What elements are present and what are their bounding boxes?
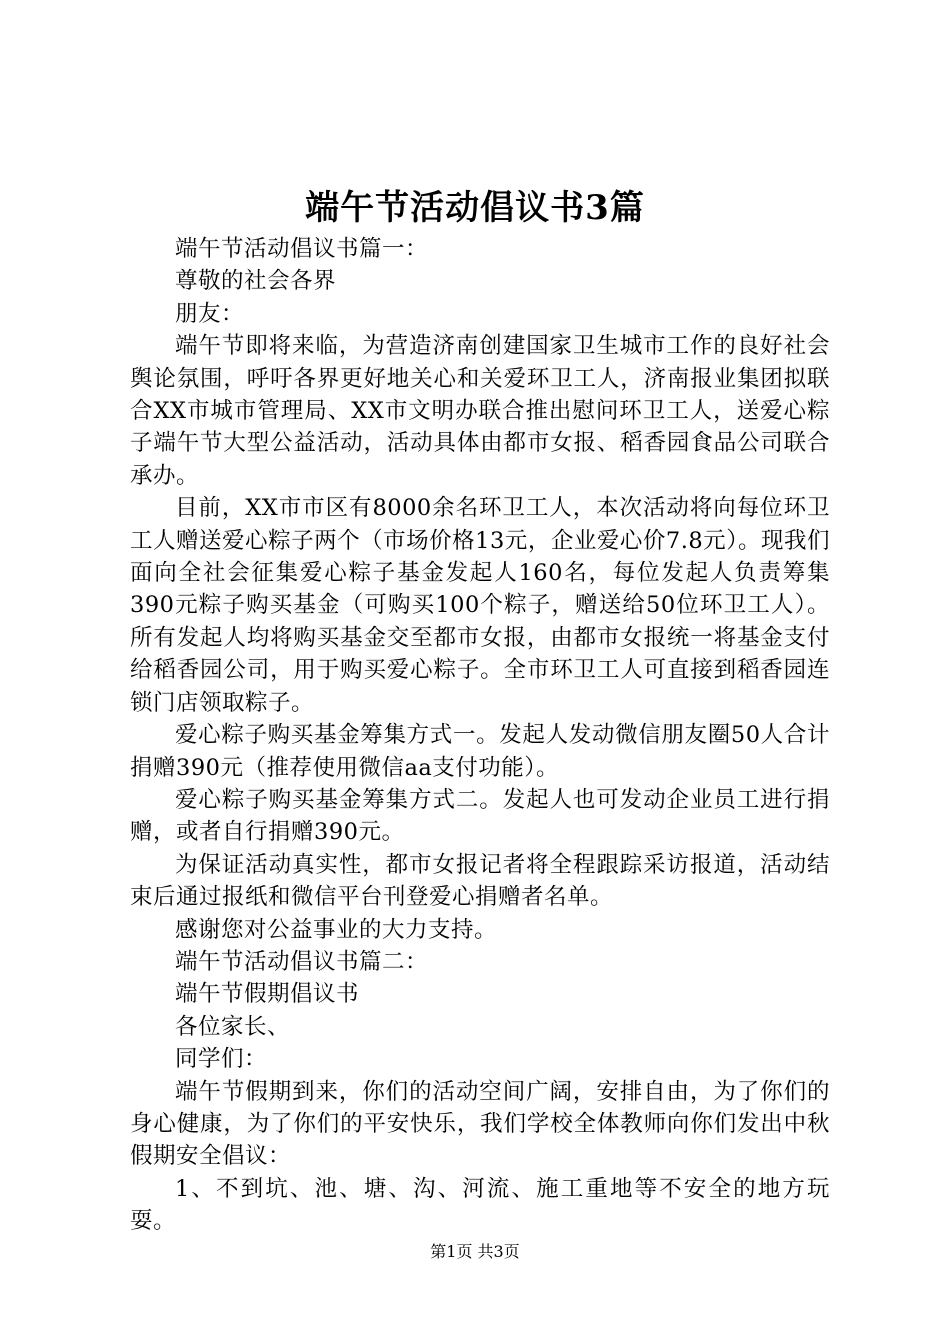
paragraph: 为保证活动真实性，都市女报记者将全程跟踪采访报道，活动结束后通过报纸和微信平台刊登爱心捐赠者名单。	[130, 851, 830, 911]
paragraph: 尊敬的社会各界	[175, 268, 337, 295]
paragraph: 端午节活动倡议书篇一：	[175, 236, 429, 262]
paragraph: 端午节假期到来，你们的活动空间广阔，安排自由，为了你们的身心健康，为了你们的平安快乐，我们学校全体教师向你们发出中秋假期安全倡议：	[130, 1078, 830, 1170]
paragraph: 端午节即将来临，为营造济南创建国家卫生城市工作的良好社会舆论氛围，呼吁各界更好地关心和关爱环卫工人，济南报业集团拟联合XX市城市管理局、XX市文明办联合推出慰问环卫工人，送爱心粽子端午节大型公益活动，活动具体由都市女报、稻香园食品公司联合承办。	[130, 333, 830, 489]
paragraph: 端午节假期倡议书	[175, 981, 360, 1008]
paragraph: 爱心粽子购买基金筹集方式二。发起人也可发动企业员工进行捐赠，或者自行捐赠390元。	[130, 786, 830, 846]
paragraph: 爱心粽子购买基金筹集方式一。发起人发动微信朋友圈50人合计捐赠390元（推荐使用微信aa支付功能）。	[130, 722, 830, 781]
paragraph: 端午节活动倡议书篇二：	[175, 948, 429, 975]
paragraph: 感谢您对公益事业的大力支持。	[175, 916, 498, 943]
page-footer: 第1页 共3页	[430, 1242, 520, 1261]
document-body	[130, 233, 830, 1238]
paragraph: 朋友：	[175, 300, 245, 327]
paragraph: 1、不到坑、池、塘、沟、河流、施工重地等不安全的地方玩耍。	[130, 1175, 830, 1235]
paragraph: 目前，XX市市区有8000余名环卫工人，本次活动将向每位环卫工人赠送爱心粽子两个（市场价格13元，企业爱心价7.8元）。现我们面向全社会征集爱心粽子基金发起人160名，每位发起人负责筹集390元粽子购买基金（可购买100个粽子，赠送给50位环卫工人）。所有发起人均将购买基金交至都市女报，由都市女报统一将基金支付给稻香园公司，用于购买爱心粽子。全市环卫工人可直接到稻香园连锁门店领取粽子。	[130, 495, 830, 716]
paragraph: 同学们：	[175, 1046, 268, 1073]
document-title: 端午节活动倡议书3篇	[305, 188, 645, 228]
paragraph: 各位家长、	[175, 1013, 291, 1040]
